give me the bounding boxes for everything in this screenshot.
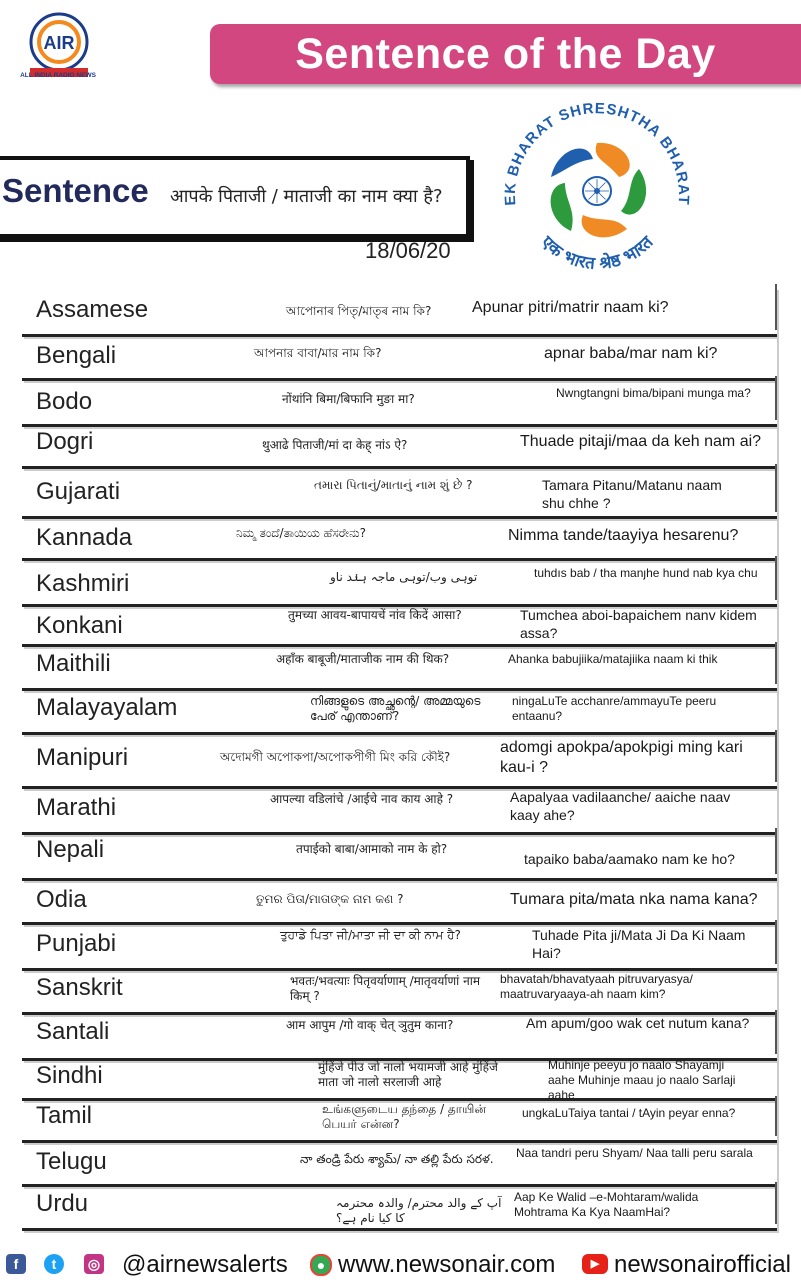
transliteration-text: tuhdıs bab / tha manȷhe hund nab kya chu <box>534 566 758 580</box>
native-script-text: உங்களுடைய தந்தை / தாயின் பெயர் என்ன? <box>322 1102 486 1131</box>
banner-title: Sentence of the Day <box>210 24 801 84</box>
twitter-icon[interactable]: t <box>44 1254 64 1274</box>
transliteration-text: bhavatah/bhavatyaah pitruvaryasya/ maatruvaryaaya-ah naam kim? <box>500 972 693 1001</box>
sentence-text: आपके पिताजी / माताजी का नाम क्या है? <box>170 186 443 207</box>
language-row <box>22 336 777 381</box>
logo-text: ALL INDIA RADIO NEWS <box>20 72 96 79</box>
language-row <box>22 880 777 925</box>
native-script-text: तुमच्या आवय-बापायचें नांव किदें आसा? <box>288 608 462 622</box>
native-script-text: অদোমগী অপোকপা/অপোকপীগী মিং করি কৌই? <box>220 750 451 764</box>
transliteration-text: Tumara pita/mata nka nama kana? <box>510 891 758 908</box>
transliteration-text: adomgi apokpa/apokpigi ming kari kau-i ? <box>500 739 743 776</box>
language-name: Kashmiri <box>36 570 130 597</box>
svg-text:एक भारत श्रेष्ठ भारत: एक भारत श्रेष्ठ भारत <box>536 232 658 274</box>
native-script-text: నా తండ్రి పేరు శ్యామ్/ నా తల్లి పేరు సరళ. <box>300 1152 494 1166</box>
language-row <box>22 1186 777 1231</box>
ek-bharat-shreshtha-bharat-logo <box>496 98 696 276</box>
language-name: Bodo <box>36 388 93 415</box>
language-name: Bengali <box>36 342 117 369</box>
native-script-text: थुआढे पिताजी/मां दा केह् नांऽ ऐ? <box>262 438 408 452</box>
language-row <box>22 1058 777 1101</box>
language-name: Urdu <box>36 1190 89 1217</box>
language-row <box>22 924 777 971</box>
youtube-channel[interactable]: newsonairofficial <box>614 1251 791 1278</box>
native-script-text: আপনার বাবা/মার নাম কি? <box>254 346 382 360</box>
native-script-text: ତୁମର ପିତା/ମାତାଙ୍କ ନାମ କଣ ? <box>256 892 404 906</box>
transliteration-text: apnar baba/mar nam ki? <box>544 345 718 362</box>
transliteration-text: Ahanka babujiika/matajiika naam ki thik <box>508 652 718 666</box>
svg-text:EK BHARAT SHRESHTHA BHARAT: EK BHARAT SHRESHTHA BHARAT <box>501 100 693 206</box>
native-script-text: अहाँक बाबूजी/माताजीक नाम की थिक? <box>276 652 450 666</box>
language-name: Sanskrit <box>36 974 123 1001</box>
language-name: Sindhi <box>36 1062 103 1089</box>
language-name: Telugu <box>36 1148 107 1175</box>
chrome-icon: ● <box>310 1254 332 1276</box>
native-script-text: آپ کے والد محترم/ والدہ محترمہ کا کیا نام ہے؟ <box>336 1196 502 1225</box>
instagram-icon[interactable]: ◎ <box>84 1254 104 1274</box>
language-name: Kannada <box>36 524 133 551</box>
language-name: Maithili <box>36 650 111 677</box>
transliteration-text: Naa tandri peru Shyam/ Naa talli peru sarala <box>516 1146 753 1160</box>
language-row <box>22 1014 777 1061</box>
transliteration-text: ungkaLuTaiya tantai / tAyin peyar enna? <box>522 1106 736 1120</box>
native-script-text: आम आपुम /गो वाक् चेत् ञुतुम काना? <box>286 1018 454 1032</box>
language-row <box>22 518 777 561</box>
language-name: Punjabi <box>36 930 117 957</box>
website-link[interactable]: www.newsonair.com <box>338 1251 556 1278</box>
footer <box>0 1250 801 1280</box>
language-row <box>22 788 777 835</box>
native-script-text: तपाईको बाबा/आमाको नाम के हो? <box>296 842 448 856</box>
native-script-text: আপোনাৰ পিতৃ/মাতৃৰ নাম কি? <box>286 304 432 318</box>
language-name: Assamese <box>36 296 149 323</box>
language-name: Santali <box>36 1018 110 1045</box>
language-name: Marathi <box>36 794 117 821</box>
language-row <box>22 468 777 519</box>
language-row <box>22 288 777 337</box>
transliteration-text: Nimma tande/taayiya hesarenu? <box>508 527 739 544</box>
language-name: Konkani <box>36 612 123 639</box>
native-script-text: നിങ്ങളുടെ അച്ഛന്റെ/ അമ്മയുടെ പേര് എന്താണ്? <box>310 694 481 723</box>
youtube-icon[interactable]: ▶ <box>582 1254 608 1274</box>
language-name: Malayayalam <box>36 694 178 721</box>
language-row <box>22 380 777 427</box>
transliteration-text: Apunar pitri/matrir naam ki? <box>472 299 669 316</box>
language-row <box>22 734 777 789</box>
transliteration-text: tapaiko baba/aamako nam ke ho? <box>524 851 735 867</box>
language-row <box>22 832 777 881</box>
transliteration-text: Aap Ke Walid –e-Mohtaram/walida Mohtrama Ka Kya NaamHai? <box>514 1190 699 1219</box>
language-row <box>22 1142 777 1187</box>
sentence-label: Sentence <box>2 172 149 209</box>
language-name: Tamil <box>36 1102 93 1129</box>
language-name: Nepali <box>36 836 105 863</box>
language-name: Gujarati <box>36 478 121 505</box>
language-row <box>22 424 777 469</box>
svg-text:AIR: AIR <box>43 33 75 53</box>
transliteration-text: Thuade pitaji/maa da keh nam ai? <box>520 433 762 450</box>
language-row <box>22 1100 777 1143</box>
transliteration-text: ningaLuTe acchanre/ammayuTe peeru entaanu? <box>512 694 717 723</box>
native-script-text: ನಿಮ್ಮ ತಂದೆ/ತಾಯಿಯ ಹೆಸರೇನು? <box>236 526 366 540</box>
native-script-text: ਤੁਹਾਡੇ ਪਿਤਾ ਜੀ/ਮਾਤਾ ਜੀ ਦਾ ਕੀ ਨਾਮ ਹੈ? <box>280 928 461 942</box>
transliteration-text: Nwngtangni bima/bipani munga ma? <box>556 386 751 400</box>
native-script-text: नोंथांनि बिमा/बिफानि मुङा मा? <box>282 392 415 406</box>
language-row <box>22 646 777 691</box>
language-row <box>22 970 777 1015</box>
language-row <box>22 690 777 735</box>
native-script-text: توہی وب/توہی ماجہ ہنٛد ناو <box>330 570 478 584</box>
language-row <box>22 560 777 607</box>
facebook-icon[interactable]: f <box>6 1254 26 1274</box>
native-script-text: आपल्या वडिलांचे /आईचे नाव काय आहे ? <box>270 792 454 806</box>
transliteration-text: Tamara Pitanu/Matanu naam shu chhe ? <box>542 477 722 511</box>
language-name: Manipuri <box>36 744 129 771</box>
native-script-text: मुंहिंजे पीउ जो नालो भयामजी आहे मुंहिंजे माता जो नालो सरलाजी आहे <box>318 1060 498 1089</box>
twitter-handle[interactable]: @airnewsalerts <box>122 1251 288 1278</box>
transliteration-text: Am apum/goo wak cet nutum kana? <box>526 1015 750 1031</box>
transliteration-text: Tuhade Pita ji/Mata Ji Da Ki Naam Hai? <box>532 927 746 961</box>
transliteration-text: Muhinje peeyu jo naalo Shayamji aahe Muhinje maau jo naalo Sarlaji aahe <box>548 1058 736 1102</box>
transliteration-text: Aapalyaa vadilaanche/ aaiche naav kaay ahe? <box>510 789 731 823</box>
date: 18/06/20 <box>365 238 451 263</box>
language-row <box>22 604 777 647</box>
native-script-text: તમારા પિતાનું/માતાનું નામ શું છે ? <box>314 478 473 492</box>
native-script-text: भवतः/भवत्याः पितृवर्याणाम् /मातृवर्याणां नाम किम् ? <box>290 974 481 1003</box>
language-name: Odia <box>36 886 87 913</box>
transliteration-text: Tumchea aboi-bapaichem nanv kidem assa? <box>520 607 757 641</box>
language-name: Dogri <box>36 428 94 455</box>
